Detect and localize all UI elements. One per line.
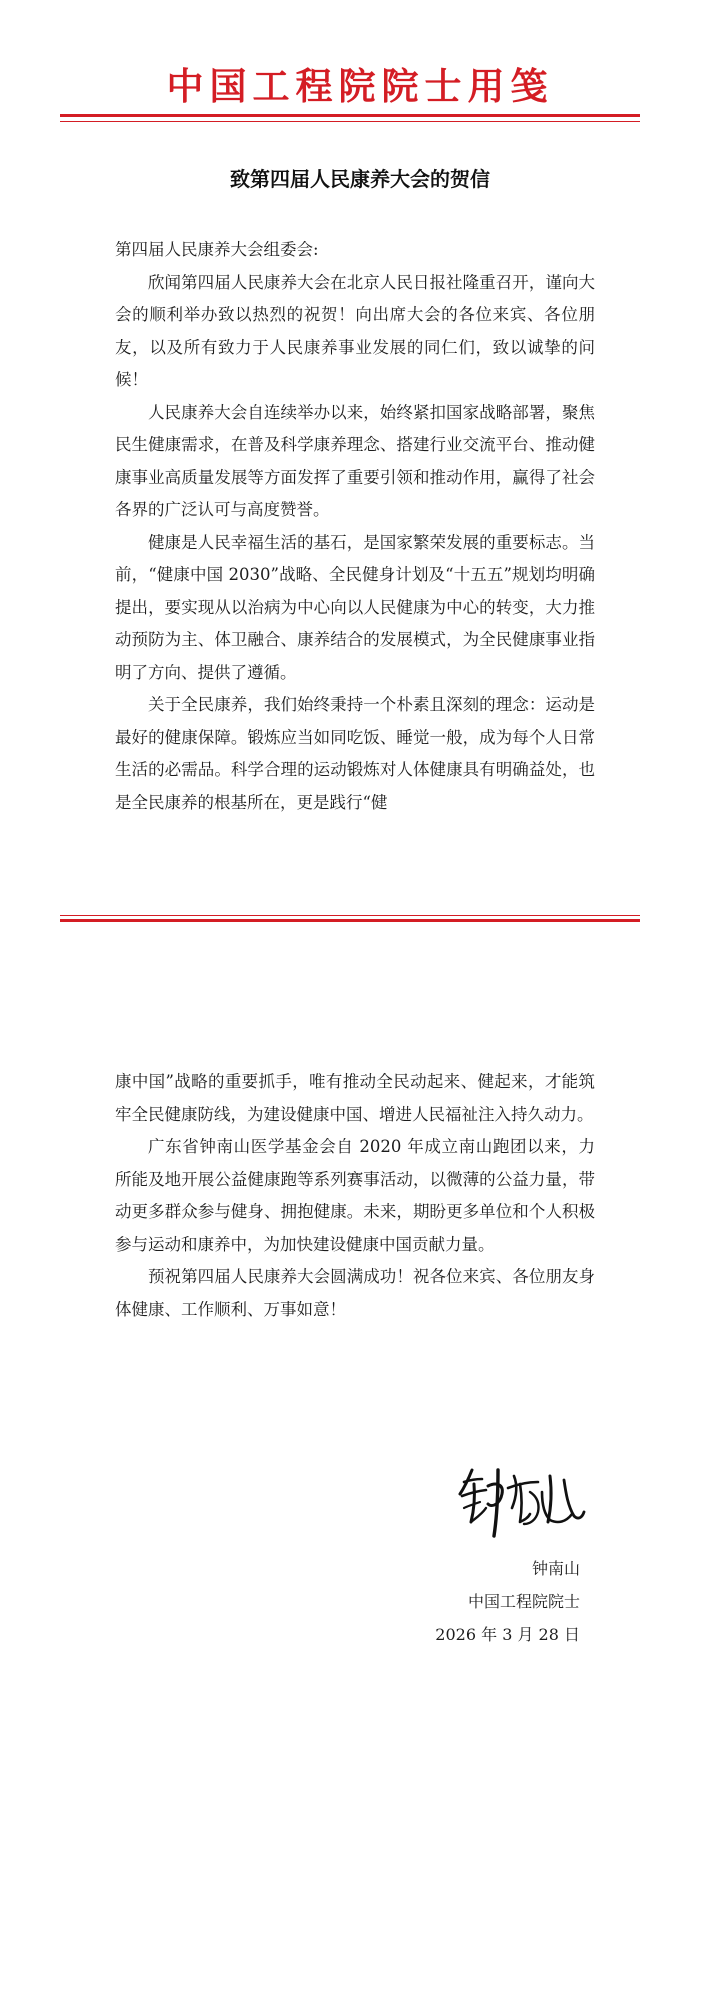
paragraph-wishes: 预祝第四届人民康养大会圆满成功！祝各位来宾、各位朋友身体健康、工作顺利、万事如意！ — [115, 1267, 595, 1319]
signoff-block — [380, 1552, 580, 1651]
paragraph-exercise-philosophy: 关于全民康养，我们始终秉持一个朴素且深刻的理念：运动是最好的健康保障。锻炼应当如同吃饭、睡觉一般，成为每个人日常生活的必需品。科学合理的运动锻炼对人体健康具有明确益处，也是全民康养的根基所在，更是践行“健 — [115, 695, 595, 812]
paragraph-congratulations: 欣闻第四届人民康养大会在北京人民日报社隆重召开，谨向大会的顺利举办致以热烈的祝贺！向出席大会的各位来宾、各位朋友，以及所有致力于人民康养事业发展的同仁们，致以诚挚的问候！ — [115, 272, 595, 389]
signer-name: 钟南山 — [531, 1559, 580, 1578]
letter-body-page-1 — [115, 234, 595, 819]
paragraph-exercise-philosophy-continued: 康中国”战略的重要抓手，唯有推动全民动起来、健起来，才能筑牢全民健康防线，为建设健康中国、增进人民福祉注入持久动力。 — [115, 1072, 595, 1124]
letter-date: 2026 年 3 月 28 日 — [435, 1625, 580, 1644]
salutation: 第四届人民康养大会组委会: — [115, 240, 319, 259]
paragraph-healthy-china: 健康是人民幸福生活的基石，是国家繁荣发展的重要标志。当前，“健康中国 2030”战略、全民健身计划及“十五五”规划均明确提出，要实现从以治病为中心向以人民健康为中心的转变，大力推动预防为主、体卫融合、康养结合的发展模式，为全民健康事业指明了方向、提供了遵循。 — [115, 532, 595, 682]
paragraph-conference-history: 人民康养大会自连续举办以来，始终紧扣国家战略部署，聚焦民生健康需求，在普及科学康养理念、搭建行业交流平台、推动健康事业高质量发展等方面发挥了重要引领和推动作用，赢得了社会各界的广泛认可与高度赞誉。 — [115, 402, 595, 519]
handwritten-signature — [458, 1462, 588, 1540]
letterhead-rule-thin — [60, 121, 640, 122]
letter-body-page-2 — [115, 1066, 595, 1326]
page-break-rule-thin — [60, 915, 640, 916]
page-break-rule-thick — [60, 919, 640, 922]
letter-title: 致第四届人民康养大会的贺信 — [230, 167, 490, 191]
paragraph-foundation: 广东省钟南山医学基金会自 2020 年成立南山跑团以来，力所能及地开展公益健康跑等系列赛事活动，以微薄的公益力量，带动更多群众参与健身、拥抱健康。未来，期盼更多单位和个人积极参与运动和康养中，为加快建设健康中国贡献力量。 — [115, 1137, 595, 1254]
letterhead-title: 中国工程院院士用笺 — [166, 64, 554, 108]
letterhead-rule-thick — [60, 114, 640, 117]
signer-title: 中国工程院院士 — [467, 1592, 580, 1611]
